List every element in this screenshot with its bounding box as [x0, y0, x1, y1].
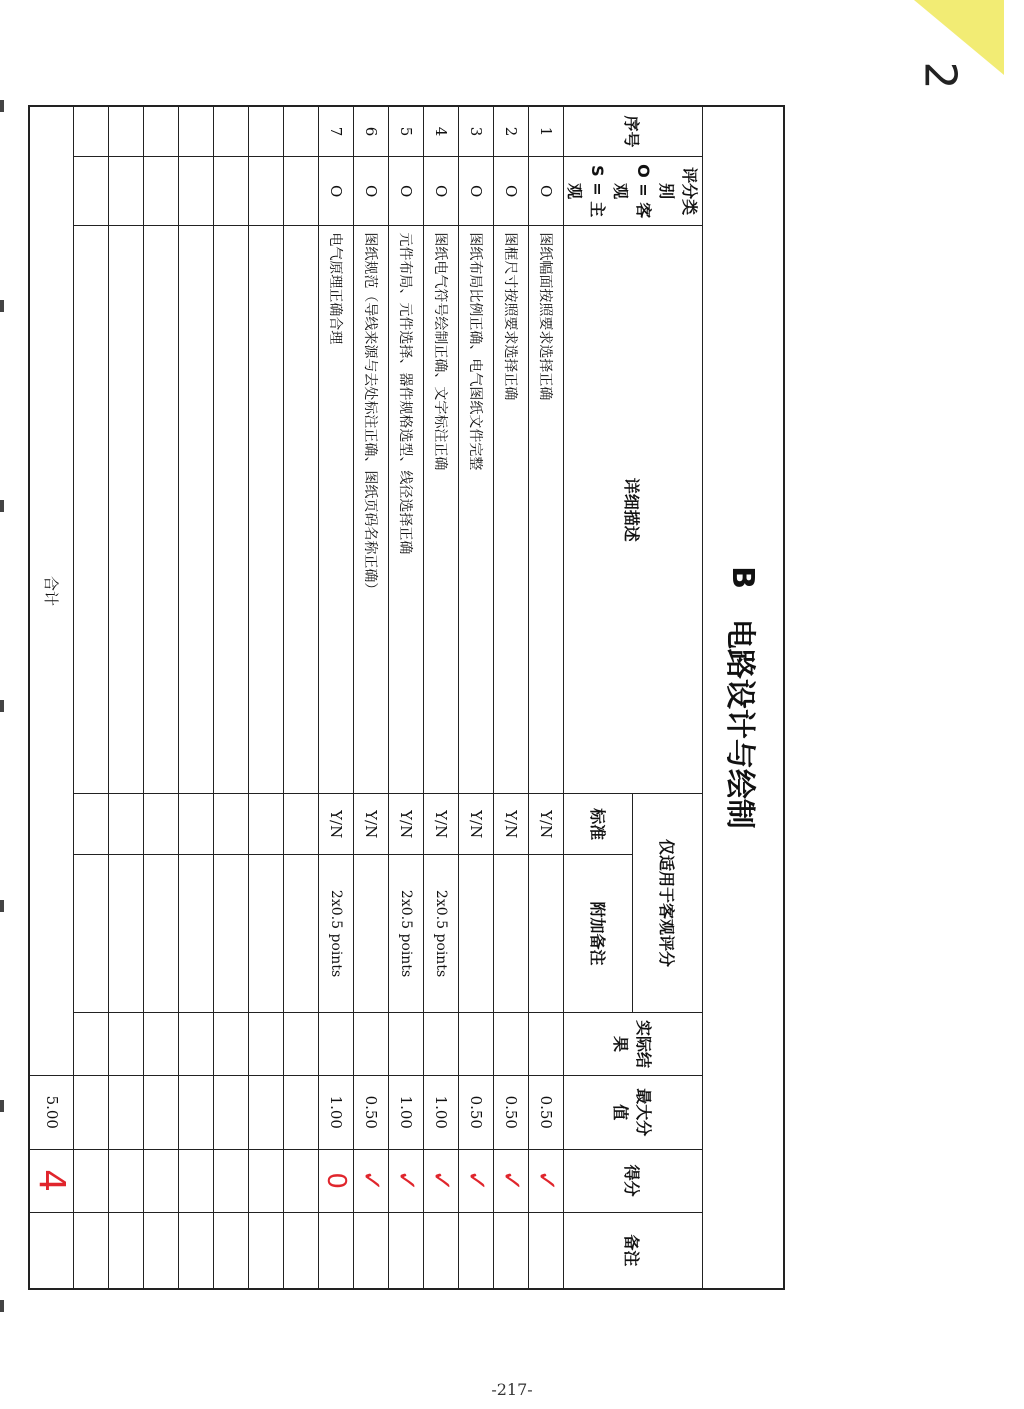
row-category: O: [529, 156, 564, 225]
table-row: [459, 106, 494, 1289]
row-actual: [389, 1012, 424, 1075]
row-category: O: [459, 156, 494, 225]
table-body: [30, 106, 703, 1289]
row-max: 0.50: [529, 1075, 564, 1149]
row-category: O: [354, 156, 389, 225]
row-score-handwritten: ✓: [529, 1149, 564, 1212]
header-row-top: [633, 106, 703, 1289]
row-standard: Y/N: [319, 794, 354, 855]
header-actual-result: 实际结果: [564, 1012, 703, 1075]
row-standard: Y/N: [389, 794, 424, 855]
row-score-handwritten: 0: [319, 1149, 354, 1212]
empty-row: [284, 106, 319, 1289]
row-score-handwritten: ✓: [389, 1149, 424, 1212]
row-description: 元件布局、元件选择、器件规格选型、线径选择正确: [389, 226, 424, 794]
row-standard: Y/N: [494, 794, 529, 855]
empty-row: [179, 106, 214, 1289]
page-number: -217-: [491, 1380, 533, 1399]
row-category: O: [494, 156, 529, 225]
scoring-table: [29, 105, 704, 1290]
row-remark: [319, 1212, 354, 1289]
row-description: 图纸电气符号绘制正确、文字标注正确: [424, 226, 459, 794]
total-label: 合计: [30, 106, 74, 1075]
empty-row: [109, 106, 144, 1289]
row-extra: [459, 855, 494, 1013]
row-actual: [424, 1012, 459, 1075]
row-seq: 4: [424, 106, 459, 156]
header-standard: 标准: [564, 794, 634, 855]
row-description: 图框尺寸按照要求选择正确: [494, 226, 529, 794]
row-remark: [354, 1212, 389, 1289]
total-score-handwritten: 4: [30, 1149, 74, 1212]
row-extra: [529, 855, 564, 1013]
header-category-o: O = 客观: [611, 164, 653, 219]
row-extra: 2x0.5 points: [424, 855, 459, 1013]
row-extra: [354, 855, 389, 1013]
row-actual: [494, 1012, 529, 1075]
row-category: O: [319, 156, 354, 225]
row-max: 1.00: [389, 1075, 424, 1149]
table-row: [354, 106, 389, 1289]
row-remark: [529, 1212, 564, 1289]
scan-edge-mark: [0, 700, 4, 712]
row-max: 0.50: [459, 1075, 494, 1149]
form-title: [703, 105, 785, 1290]
empty-row: [144, 106, 179, 1289]
header-max-score: 最大分值: [564, 1075, 703, 1149]
row-remark: [494, 1212, 529, 1289]
row-seq: 6: [354, 106, 389, 156]
row-extra: 2x0.5 points: [319, 855, 354, 1013]
header-objective-only: 仅适用于客观评分: [633, 794, 703, 1013]
row-score-handwritten: ✓: [459, 1149, 494, 1212]
scan-edge-mark: [0, 500, 4, 512]
row-standard: Y/N: [529, 794, 564, 855]
row-standard: Y/N: [354, 794, 389, 855]
row-description: 图纸幅面按照要求选择正确: [529, 226, 564, 794]
scan-edge-mark: [0, 1300, 4, 1312]
header-description: 详细描述: [564, 226, 703, 794]
row-standard: Y/N: [424, 794, 459, 855]
row-actual: [319, 1012, 354, 1075]
header-extra-note: 附加备注: [564, 855, 634, 1013]
row-remark: [389, 1212, 424, 1289]
row-extra: [494, 855, 529, 1013]
table-row: [319, 106, 354, 1289]
table-row: [529, 106, 564, 1289]
scan-edge-mark: [0, 1100, 4, 1112]
row-score-handwritten: ✓: [424, 1149, 459, 1212]
empty-row: [249, 106, 284, 1289]
row-description: 图纸规范（导线来源与去处标注正确、图纸页码名称正确）: [354, 226, 389, 794]
row-category: O: [424, 156, 459, 225]
header-score: 得分: [564, 1149, 703, 1212]
row-seq: 3: [459, 106, 494, 156]
empty-row: [74, 106, 109, 1289]
header-category: [564, 156, 703, 225]
total-max: 5.00: [30, 1075, 74, 1149]
section-title: 电路设计与绘制: [722, 618, 757, 829]
row-seq: 1: [529, 106, 564, 156]
table-row: [389, 106, 424, 1289]
table-row: [494, 106, 529, 1289]
row-max: 0.50: [354, 1075, 389, 1149]
header-seq: 序号: [564, 106, 703, 156]
row-seq: 2: [494, 106, 529, 156]
scan-edge-mark: [0, 900, 4, 912]
empty-row: [214, 106, 249, 1289]
total-row: [30, 106, 74, 1289]
scoring-form: [31, 105, 785, 1290]
scan-edge-mark: [0, 100, 4, 112]
row-actual: [459, 1012, 494, 1075]
row-seq: 7: [319, 106, 354, 156]
row-description: 图纸布局比例正确、电气图纸文件完整: [459, 226, 494, 794]
header-category-title: 评分类别: [657, 167, 699, 216]
row-seq: 5: [389, 106, 424, 156]
row-max: 1.00: [319, 1075, 354, 1149]
row-score-handwritten: ✓: [354, 1149, 389, 1212]
row-remark: [459, 1212, 494, 1289]
row-actual: [529, 1012, 564, 1075]
row-max: 0.50: [494, 1075, 529, 1149]
row-standard: Y/N: [459, 794, 494, 855]
total-remark: [30, 1212, 74, 1289]
section-letter: B: [725, 566, 761, 589]
corner-handwritten-number: 2: [914, 61, 966, 90]
header-category-s: S = 主观: [565, 165, 607, 218]
row-remark: [424, 1212, 459, 1289]
row-score-handwritten: ✓: [494, 1149, 529, 1212]
row-max: 1.00: [424, 1075, 459, 1149]
row-extra: 2x0.5 points: [389, 855, 424, 1013]
row-actual: [354, 1012, 389, 1075]
table-row: [424, 106, 459, 1289]
scan-edge-mark: [0, 300, 4, 312]
header-remark: 备注: [564, 1212, 703, 1289]
row-category: O: [389, 156, 424, 225]
row-description: 电气原理正确合理: [319, 226, 354, 794]
